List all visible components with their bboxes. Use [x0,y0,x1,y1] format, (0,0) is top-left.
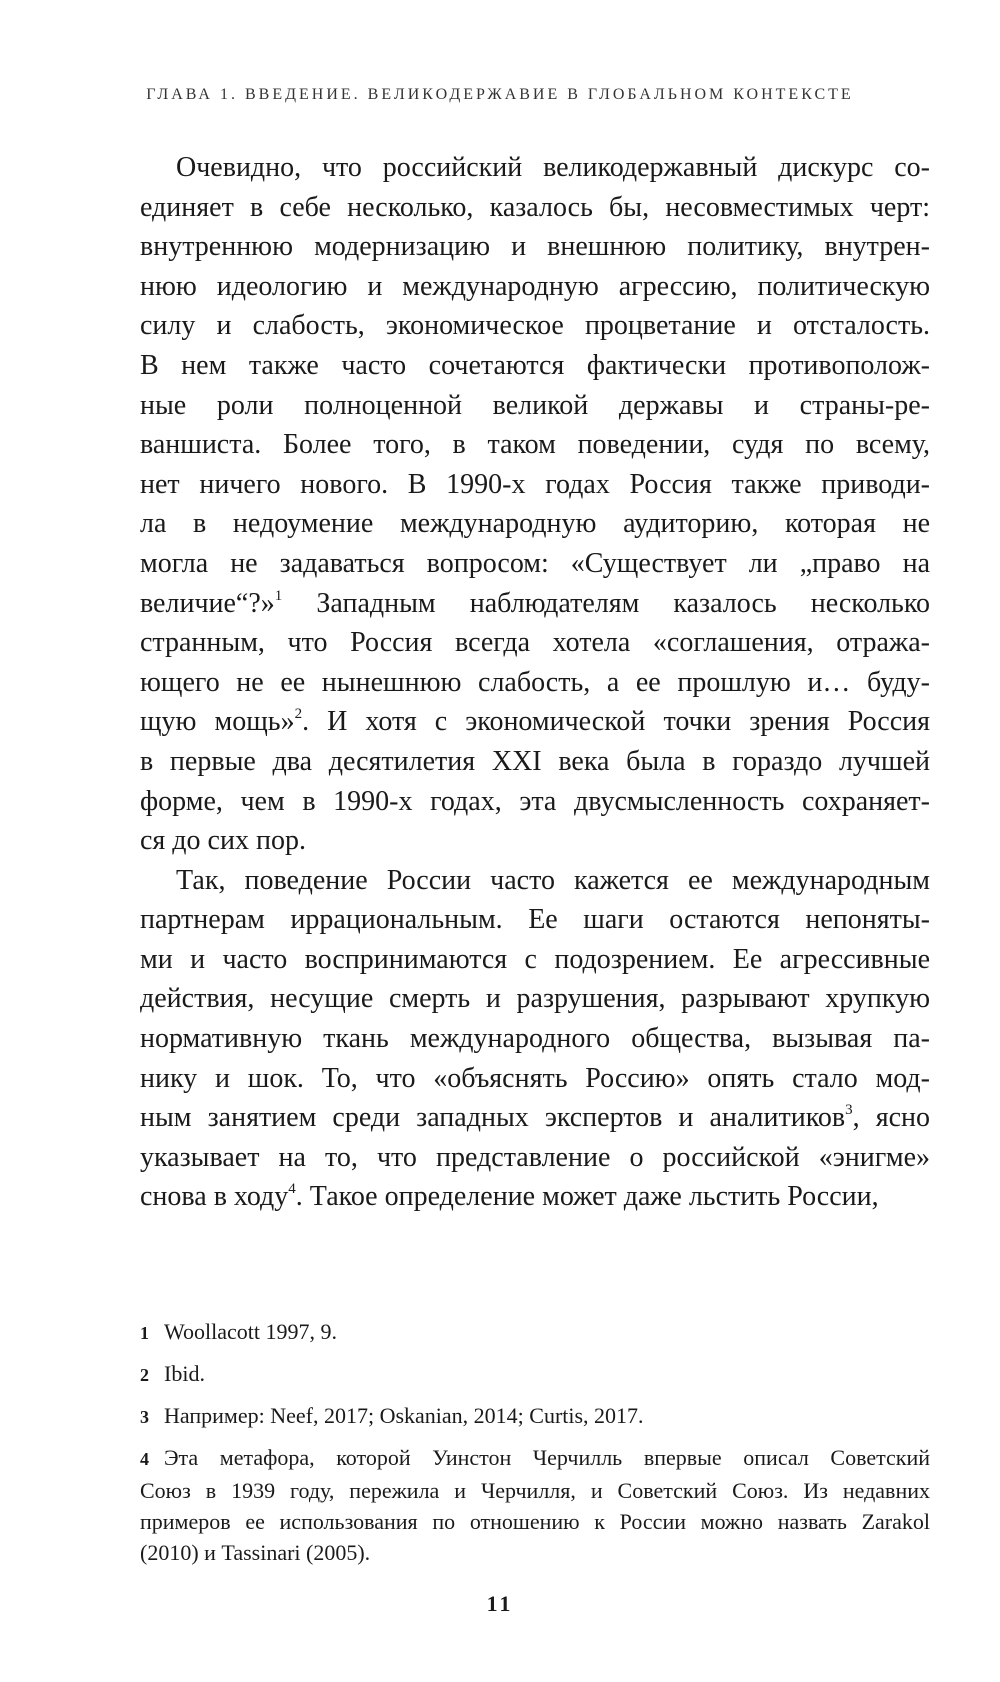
text-line: нику и шок. То, что «объяснять Россию» опять стало мод- [140,1062,930,1094]
running-head: ГЛАВА 1. ВВЕДЕНИЕ. ВЕЛИКОДЕРЖАВИЕ В ГЛОБАЛЬНОМ КОНТЕКСТЕ [146,86,854,103]
text-line: внутреннюю модернизацию и внешнюю политику, внутрен- [140,231,930,263]
text-line: могла не задаваться вопросом: «Существует ли „право на [140,547,930,579]
text-line: в первые два десятилетия XXI века была в гораздо лучшей [140,745,930,777]
footnote-number: 3 [140,1407,149,1427]
footnote-number: 4 [140,1449,149,1469]
text-segment: . И хотя с экономической точки зрения Россия [302,706,930,738]
text-segment: щую мощь» [140,706,295,738]
text-line: нюю идеологию и международную агрессию, политическую [140,270,930,302]
footnote-mark-1[interactable]: 1 [274,587,283,604]
text-line: ющего не ее нынешнюю слабость, а ее прошлую и… буду- [140,666,930,698]
text-line: Так, поведение России часто кажется ее международным [176,864,930,896]
text-line: ла в недоумение международную аудиторию, которая не [140,508,930,540]
text-line: ные роли полноценной великой державы и страны-ре- [140,389,930,421]
text-line: единяет в себе несколько, казалось бы, несовместимых черт: [140,191,930,223]
footnote-text: Woollacott 1997, 9. [164,1319,337,1344]
text-line: указывает на то, что представление о российской «энигме» [140,1141,930,1173]
text-line [140,584,930,624]
paragraph-1 [140,148,930,861]
footnote-line [140,1400,930,1433]
footnote-1 [140,1316,930,1349]
text-line: силу и слабость, экономическое процветание и отсталость. [140,310,930,342]
footnote-mark-3[interactable]: 3 [845,1102,853,1119]
text-line: В нем также часто сочетаются фактически противополож- [140,349,930,381]
paragraph-2 [140,861,930,1217]
text-line [140,1177,930,1217]
footnote-text: Ibid. [164,1361,205,1386]
text-line: ся до сих пор. [140,825,306,857]
text-line: Очевидно, что российский великодержавный дискурс со- [176,152,930,183]
footnote-line: (2010) и Tassinari (2005). [140,1540,371,1565]
text-line: ваншиста. Более того, в таком поведении, судя по всему, [140,429,930,461]
text-line: действия, несущие смерть и разрушения, разрывают хрупкую [140,983,930,1015]
footnote-line: примеров ее использования по отношению к России можно назвать Zarakol [140,1509,930,1534]
text-line [140,1098,930,1138]
footnote-line: Союз в 1939 году, пережила и Черчилля, и Советский Союз. Из недавних [140,1478,930,1503]
text-line: форме, чем в 1990-х годах, эта двусмысленность сохраняет- [140,785,930,817]
footnote-line [140,1358,930,1391]
footnote-2 [140,1358,930,1391]
footnote-3 [140,1400,930,1433]
text-segment: Западным наблюдателям казалось несколько [316,587,931,619]
text-line: нормативную ткань международного общества, вызывая па- [140,1023,930,1055]
text-line: ми и часто воспринимаются с подозрением. Ее агрессивные [140,943,930,975]
footnote-number: 1 [140,1323,149,1343]
page-number: 11 [486,1591,514,1616]
text-segment: снова в ходу [140,1181,289,1213]
footnote-line [140,1442,930,1475]
footnote-4 [140,1442,930,1568]
footnote-mark-4[interactable]: 4 [288,1181,296,1198]
text-line: партнерам иррациональным. Ее шаги остаются непоняты- [140,904,930,936]
footnote-text: Например: Neef, 2017; Oskanian, 2014; Curtis, 2017. [164,1403,644,1428]
footnote-mark-2[interactable]: 2 [294,706,303,723]
footnote-text: Эта метафора, которой Уинстон Черчилль впервые описал Советский [164,1445,930,1470]
text-segment: ным занятием среди западных экспертов и аналитиков [140,1102,846,1134]
text-line: нет ничего нового. В 1990-х годах Россия также приводи- [140,468,930,500]
text-line [140,702,930,742]
text-line: странным, что Россия всегда хотела «соглашения, отража- [140,627,930,659]
text-segment: . Такое определение может даже льстить России, [295,1181,879,1213]
footnotes [140,1316,930,1577]
text-segment: величие“?» [140,587,275,619]
footnote-number: 2 [140,1365,149,1385]
text-segment: , ясно [852,1102,930,1134]
footnote-line [140,1316,930,1349]
main-text [140,148,930,1217]
